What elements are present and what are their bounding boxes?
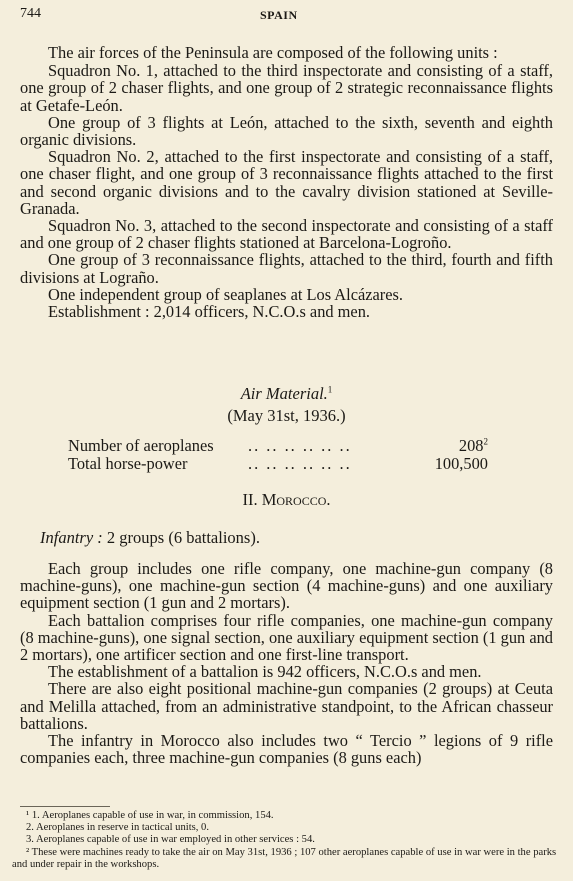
footnote: ¹ 1. Aeroplanes capable of use in war, in commission, 154.	[26, 810, 274, 821]
air-material-table	[68, 437, 488, 473]
leader-dots: .. .. .. .. .. ..	[248, 454, 352, 473]
footnotes	[12, 810, 557, 871]
footnote-ref: 1	[327, 384, 333, 395]
infantry-text: 2 groups (6 battalions).	[106, 528, 260, 547]
page-number: 744	[20, 6, 41, 21]
table-row	[68, 437, 488, 455]
footnote: 2. Aeroplanes in reserve in tactical units, 0.	[26, 822, 210, 834]
air-material-date: (May 31st, 1936.)	[227, 406, 346, 425]
row-label: Total horse-power	[68, 454, 188, 473]
paragraph: Squadron No. 1, attached to the third inspectorate and consisting of a staff, one group of 2 chaser flights, and one group of 2 strategic reconnaissance flights at Getafe-León.	[20, 61, 553, 115]
row-label: Number of aeroplanes	[68, 436, 214, 455]
leader-dots: .. .. .. .. .. ..	[248, 436, 352, 455]
table-row	[68, 455, 488, 473]
paragraph: The air forces of the Peninsula are composed of the following units :	[48, 43, 498, 62]
row-value: 100,500	[434, 454, 488, 473]
paragraph: The infantry in Morocco also includes two “ Tercio ” legions of 9 rifle companies each, three machine-gun companies (8 guns each)	[20, 731, 553, 768]
air-forces-section	[20, 44, 553, 320]
paragraph: Squadron No. 2, attached to the first inspectorate and consisting of a staff, one chaser flight, and one group of 3 reconnaissance flights attached to the first and second organic divisions and to the cavalry division stationed at Seville-Granada.	[20, 147, 553, 218]
footnote-rule	[20, 806, 110, 807]
paragraph: Establishment : 2,014 officers, N.C.O.s and men.	[48, 302, 371, 322]
footnote: 3. Aeroplanes capable of use in war employed in other services : 54.	[26, 834, 315, 846]
paragraph: Each battalion comprises four rifle companies, one machine-gun company (8 machine-guns), one signal section, one auxiliary equipment section (1 gun and 2 mortars), one artificer section and one first-line transport.	[20, 610, 554, 665]
infantry-label: Infantry :	[40, 528, 103, 547]
paragraph: The establishment of a battalion is 942 officers, N.C.O.s and men.	[48, 662, 482, 682]
air-material-title: Air Material.	[240, 384, 328, 403]
footnote: ² These were machines ready to take the air on May 31st, 1936 ; 107 other aeroplanes capable of use in war were in the parks and under repair in the workshops.	[12, 846, 557, 870]
morocco-section	[20, 560, 553, 766]
row-value: $208^2$	[458, 436, 488, 455]
paragraph: One group of 3 reconnaissance flights, attached to the third, fourth and fifth divisions at Lograño.	[20, 250, 553, 287]
paragraph: One group of 3 flights at León, attached to the sixth, seventh and eighth organic divisions.	[20, 112, 553, 150]
running-title: SPAIN	[260, 8, 298, 22]
morocco-heading: II. Morocco.	[242, 490, 331, 509]
paragraph: Each group includes one rifle company, one machine-gun company (8 machine-guns), one machine-gun section (4 machine-guns) and one auxiliary equipment section (1 gun and 2 mortars).	[20, 559, 553, 613]
air-material-heading	[0, 384, 573, 404]
paragraph: There are also eight positional machine-gun companies (2 groups) at Ceuta and Melilla attached, from an administrative standpoint, to the African chasseur battalions.	[20, 679, 553, 733]
paragraph: Squadron No. 3, attached to the second inspectorate and consisting of a staff and one group of 2 chaser flights stationed at Barcelona-Logroño.	[20, 216, 553, 253]
paragraph: One independent group of seaplanes at Los Alcázares.	[48, 284, 403, 304]
footnote-ref: 2	[483, 436, 488, 447]
infantry-line	[40, 528, 260, 548]
